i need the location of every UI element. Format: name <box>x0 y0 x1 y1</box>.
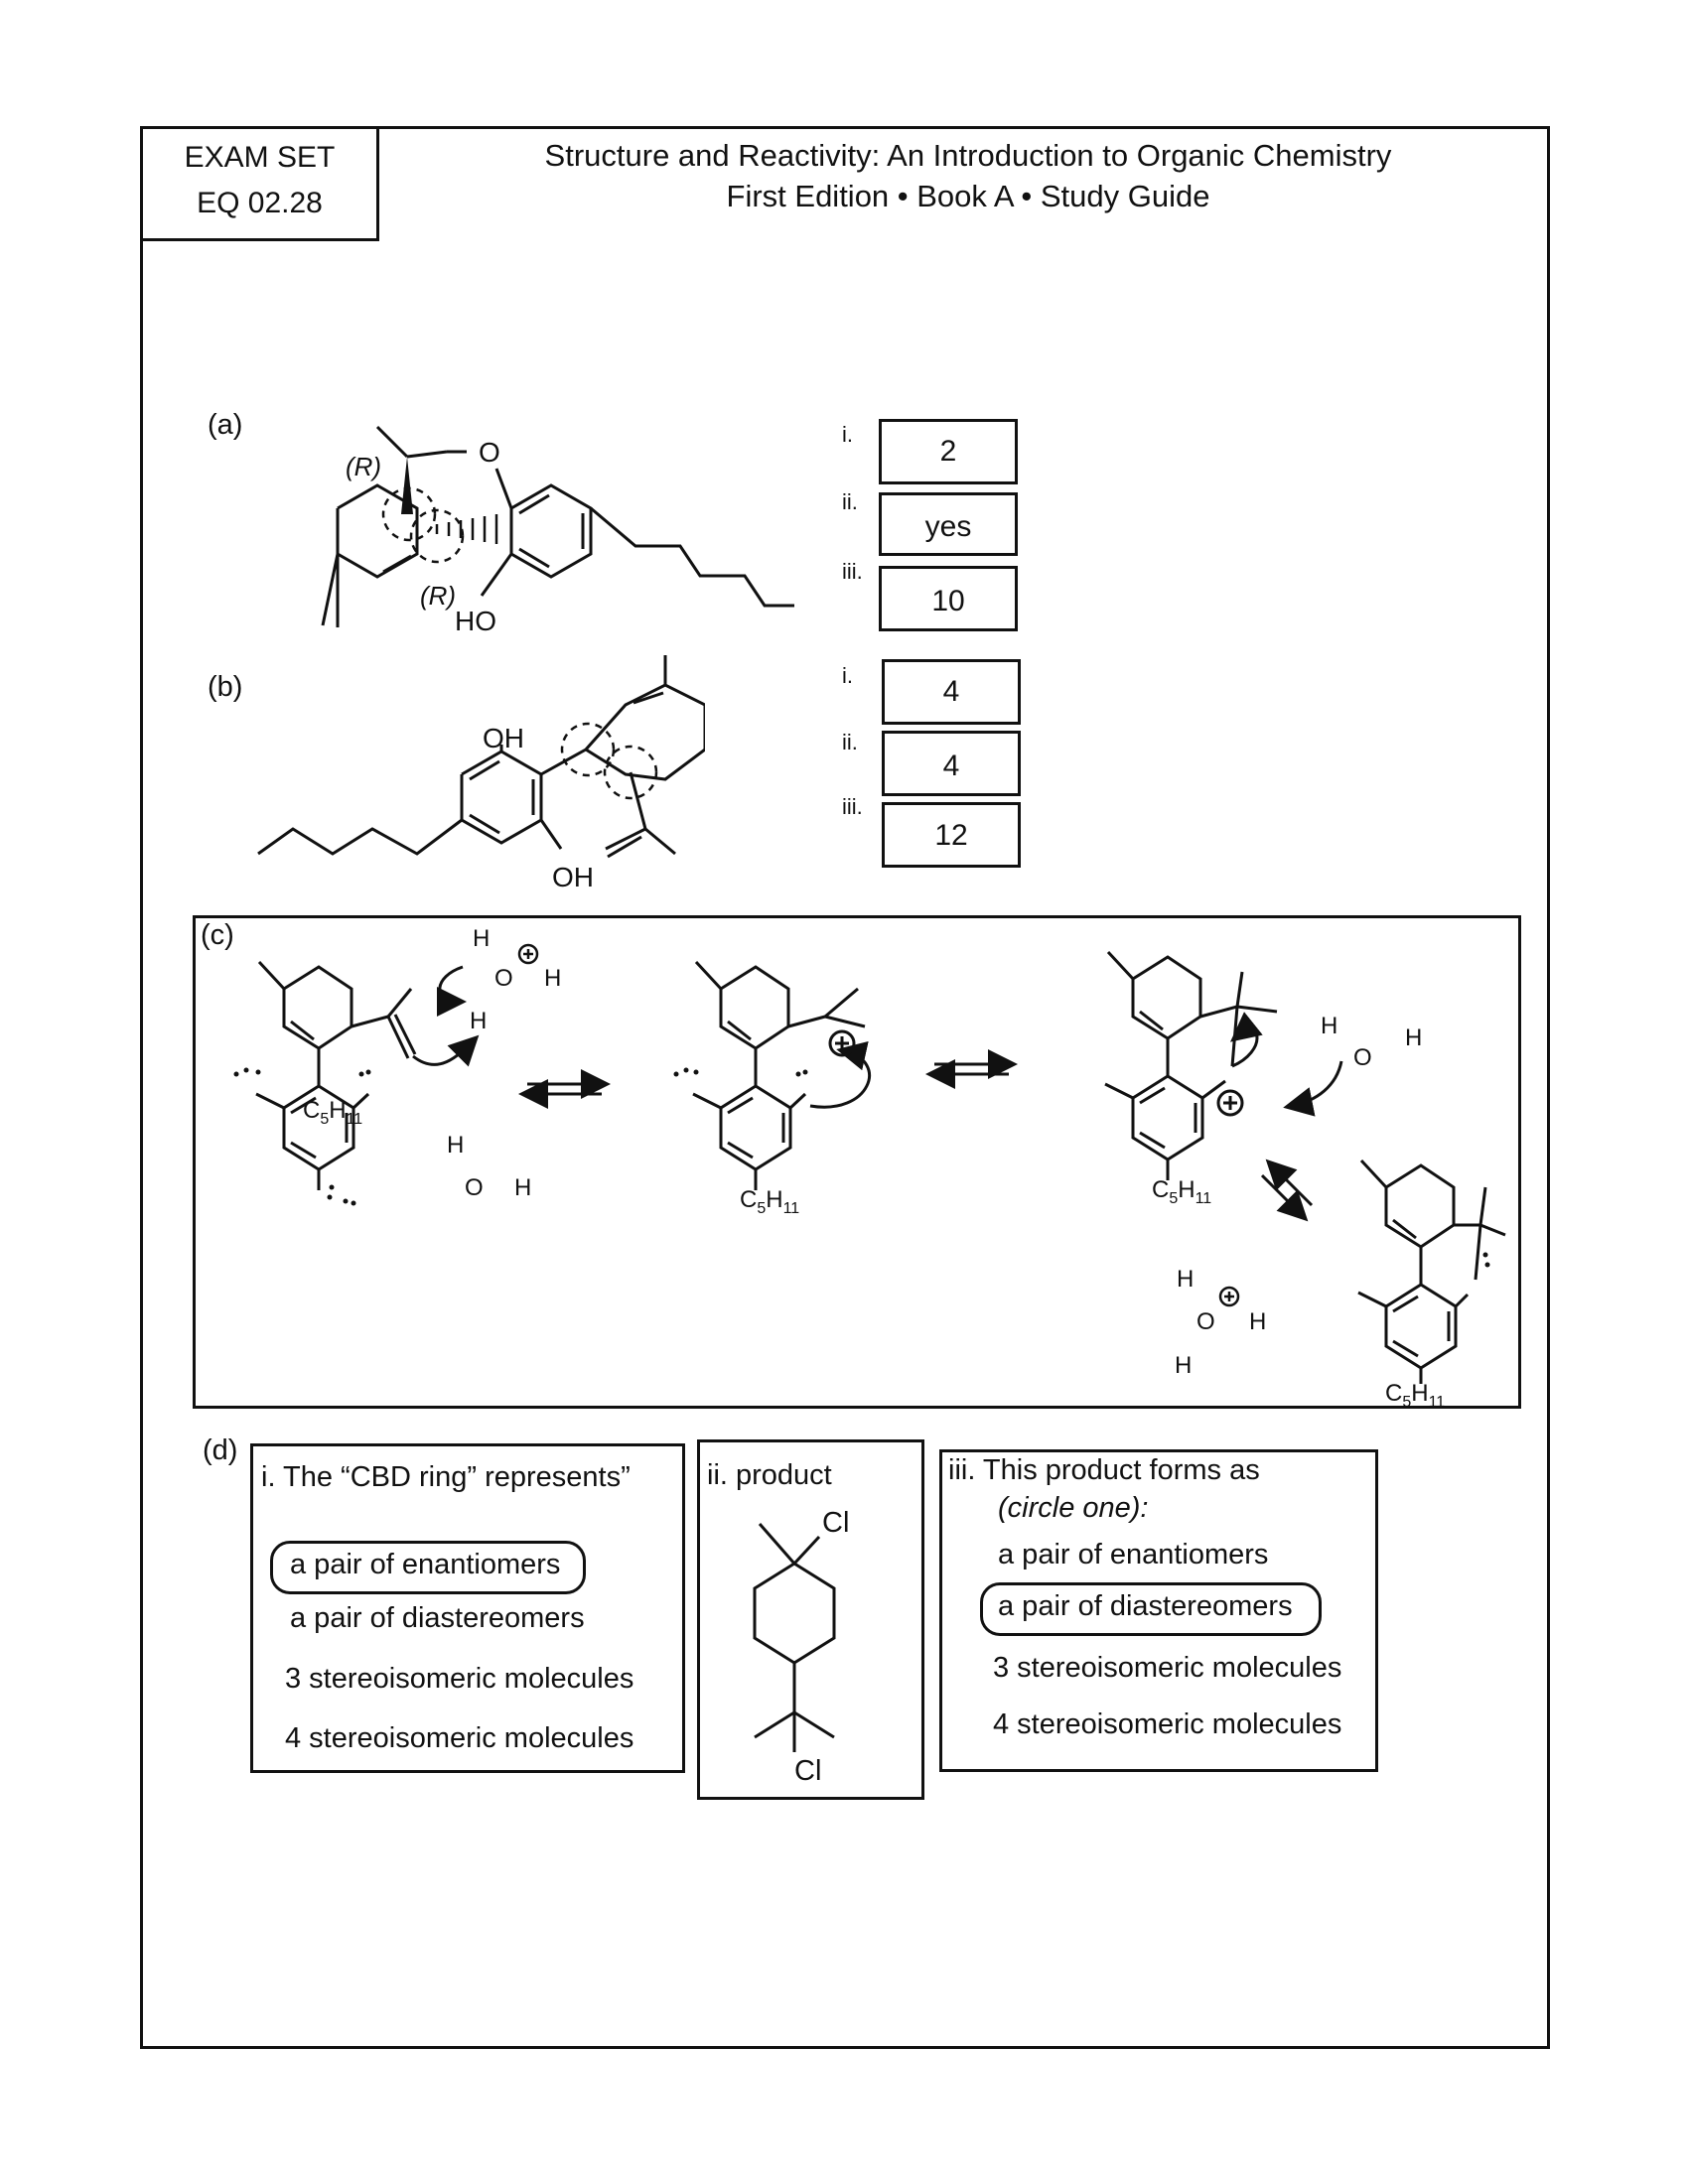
product-structure <box>735 1509 884 1787</box>
ring-oxygen: O <box>479 437 500 468</box>
water2-h1: H <box>1321 1013 1338 1039</box>
part-a-structure <box>298 397 814 655</box>
exam-set-label: EXAM SET <box>184 141 336 174</box>
answer-b-ii-label: ii. <box>842 730 858 754</box>
water-h1: H <box>447 1132 465 1159</box>
water2-h2: H <box>1405 1024 1423 1051</box>
answer-a-iii-box: 10 <box>879 566 1018 631</box>
box-i-option-3: 3 stereoisomeric molecules <box>285 1663 634 1695</box>
answer-b-i-label: i. <box>842 663 853 688</box>
wedge-bond <box>401 457 413 514</box>
box-i-option-2: a pair of diastereomers <box>290 1602 585 1634</box>
box-iii-option-3: 3 stereoisomeric molecules <box>993 1652 1342 1684</box>
answer-a-i-box: 2 <box>879 419 1018 484</box>
water-o: O <box>465 1174 484 1201</box>
page-header <box>397 135 1539 216</box>
stereo-label-r1: (R) <box>346 452 382 481</box>
answer-a-ii-box: yes <box>879 492 1018 556</box>
alkyl-label-3: $C_5H_{11}$ <box>1152 1176 1212 1207</box>
hydronium2-h2: H <box>1249 1308 1267 1335</box>
box-iii-option-4: 4 stereoisomeric molecules <box>993 1708 1342 1740</box>
answer-a-iii-label: iii. <box>842 559 863 584</box>
hydronium-h2: H <box>544 965 562 992</box>
answer-b-i-box: 4 <box>882 659 1021 725</box>
box-iii-title-line1: iii. This product forms as <box>948 1454 1260 1486</box>
book-subtitle: First Edition • Book A • Study Guide <box>726 179 1210 213</box>
hydronium2-h1: H <box>1177 1266 1195 1293</box>
hydronium-h3: H <box>470 1008 488 1034</box>
oh-bottom: OH <box>552 862 594 892</box>
hydronium2-o: O <box>1196 1308 1215 1335</box>
box-iii-title-line2: (circle one): <box>998 1492 1149 1524</box>
hydronium-o: O <box>494 965 513 992</box>
alkyl-label-2: $C_5H_{11}$ <box>740 1186 800 1217</box>
water2-o: O <box>1353 1044 1372 1071</box>
hydronium-h1: H <box>473 925 491 952</box>
lone-pairs <box>234 1034 1520 1268</box>
hash-bond <box>437 514 496 544</box>
box-i-title: i. The “CBD ring” represents” <box>261 1461 631 1493</box>
alkyl-label-4: $C_5H_{11}$ <box>1385 1380 1446 1411</box>
answer-b-iii-box: 12 <box>882 802 1021 868</box>
part-d-label: (d) <box>203 1434 238 1466</box>
box-i-option-4: 4 stereoisomeric molecules <box>285 1722 634 1754</box>
water-h2: H <box>514 1174 532 1201</box>
exam-question-id: EQ 02.28 <box>197 187 323 219</box>
part-b-structure <box>248 655 705 893</box>
product-cl-bottom: Cl <box>794 1755 822 1787</box>
oh-top: OH <box>483 723 524 753</box>
book-title: Structure and Reactivity: An Introduction to Organic Chemistry <box>544 138 1392 173</box>
hydronium2-h3: H <box>1175 1352 1193 1379</box>
box-iii-option-2: a pair of diastereomers <box>998 1590 1293 1622</box>
part-b-label: (b) <box>208 671 243 703</box>
hydroxyl-label: HO <box>455 606 496 636</box>
part-c-label: (c) <box>201 919 234 951</box>
box-ii-title: ii. product <box>707 1459 832 1491</box>
mechanism-scheme <box>195 917 1519 1407</box>
exam-set-box <box>140 126 379 241</box>
stereo-label-r2: (R) <box>420 581 457 611</box>
answer-a-ii-label: ii. <box>842 489 858 514</box>
part-a-label: (a) <box>208 409 243 441</box>
product-cl-top: Cl <box>822 1507 850 1539</box>
alkyl-label-1: $C_5H_{11}$ <box>303 1097 363 1128</box>
box-i-option-1: a pair of enantiomers <box>290 1549 561 1580</box>
answer-b-iii-label: iii. <box>842 794 863 819</box>
answer-a-i-label: i. <box>842 422 853 447</box>
box-iii-option-1: a pair of enantiomers <box>998 1539 1269 1570</box>
answer-b-ii-box: 4 <box>882 731 1021 796</box>
